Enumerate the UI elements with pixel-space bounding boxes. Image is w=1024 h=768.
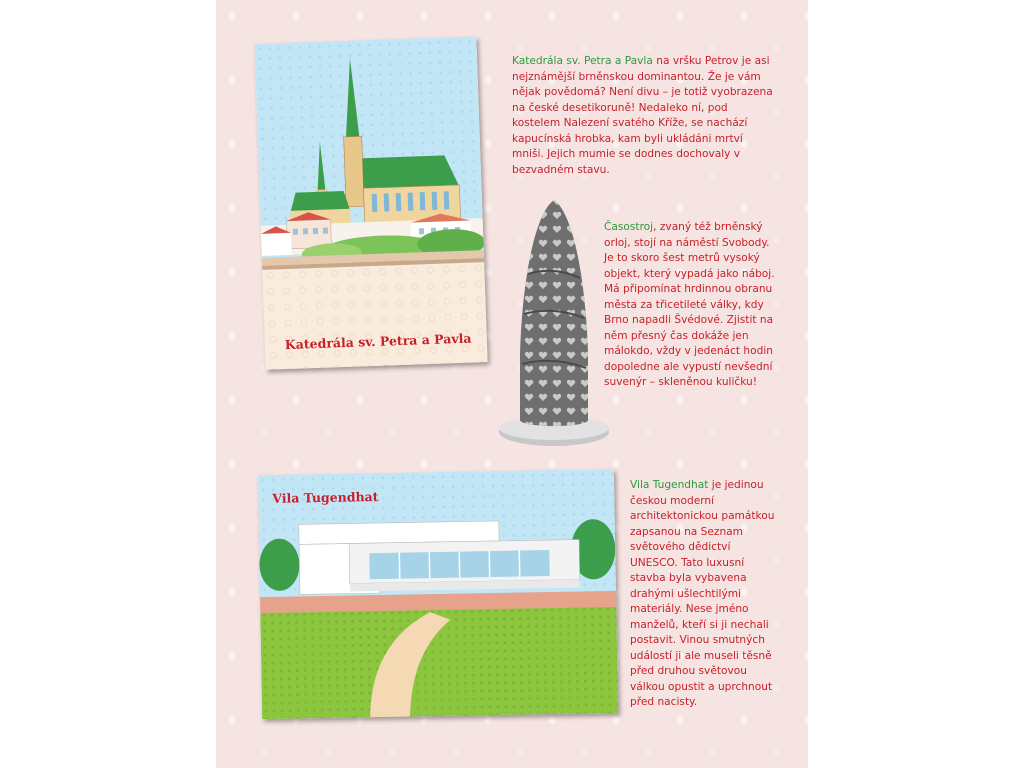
villa-text — [630, 478, 776, 711]
villa-highlight: Vila Tugendhat — [630, 479, 709, 491]
cathedral-caption: Katedrála sv. Petra a Pavla — [284, 330, 472, 353]
clock-illustration — [494, 194, 614, 454]
cathedral-card — [254, 36, 487, 370]
cathedral-text — [512, 54, 774, 178]
cathedral-illustration — [254, 36, 487, 370]
cathedral-body: na vršku Petrov je asi nejznámější brněnskou dominantou. Že je vám nějak povědomá? Není divu – je totiž vyobrazena na české desetikoruně! Nedaleko ní, pod kostelem Nalezení svatého Kříže, se nachází kapucínská hrobka, kam byli ukládáni mrtví mniši. Jejich mumie se dodnes dochovaly v bezvadném stavu. — [512, 55, 773, 176]
clock-body: , zvaný též brněnský orloj, stojí na náměstí Svobody. Je to skoro šest metrů vysoký objekt, který vypadá jako náboj. Má připomínat hrdinnou obranu města za třicetileté války, kdy Brno napadli Švédové. Zjistit na něm přesný čas dokáže jen málokdo, vždy v jedenáct hodin dopoledne ale vypustí nevšední suvenýr – skleněnou kuličku! — [604, 221, 775, 388]
clock-text — [604, 220, 776, 391]
clock-highlight: Časostroj — [604, 221, 654, 233]
villa-caption: Vila Tugendhat — [272, 489, 379, 506]
villa-illustration — [258, 469, 618, 719]
book-page — [216, 0, 808, 768]
villa-body: je jedinou českou moderní architektonickou památkou zapsanou na Seznam světového dědictví UNESCO. Tato luxusní stavba byla vybavena drahými ušlechtilými materiály. Nese jméno manželů, kteří si ji nechali postavit. Vinou smutných událostí ji ale museli těsně před druhou světovou válkou opustit a uprchnout před nacisty. — [630, 479, 775, 708]
cathedral-highlight: Katedrála sv. Petra a Pavla — [512, 55, 653, 67]
villa-card — [258, 469, 618, 719]
